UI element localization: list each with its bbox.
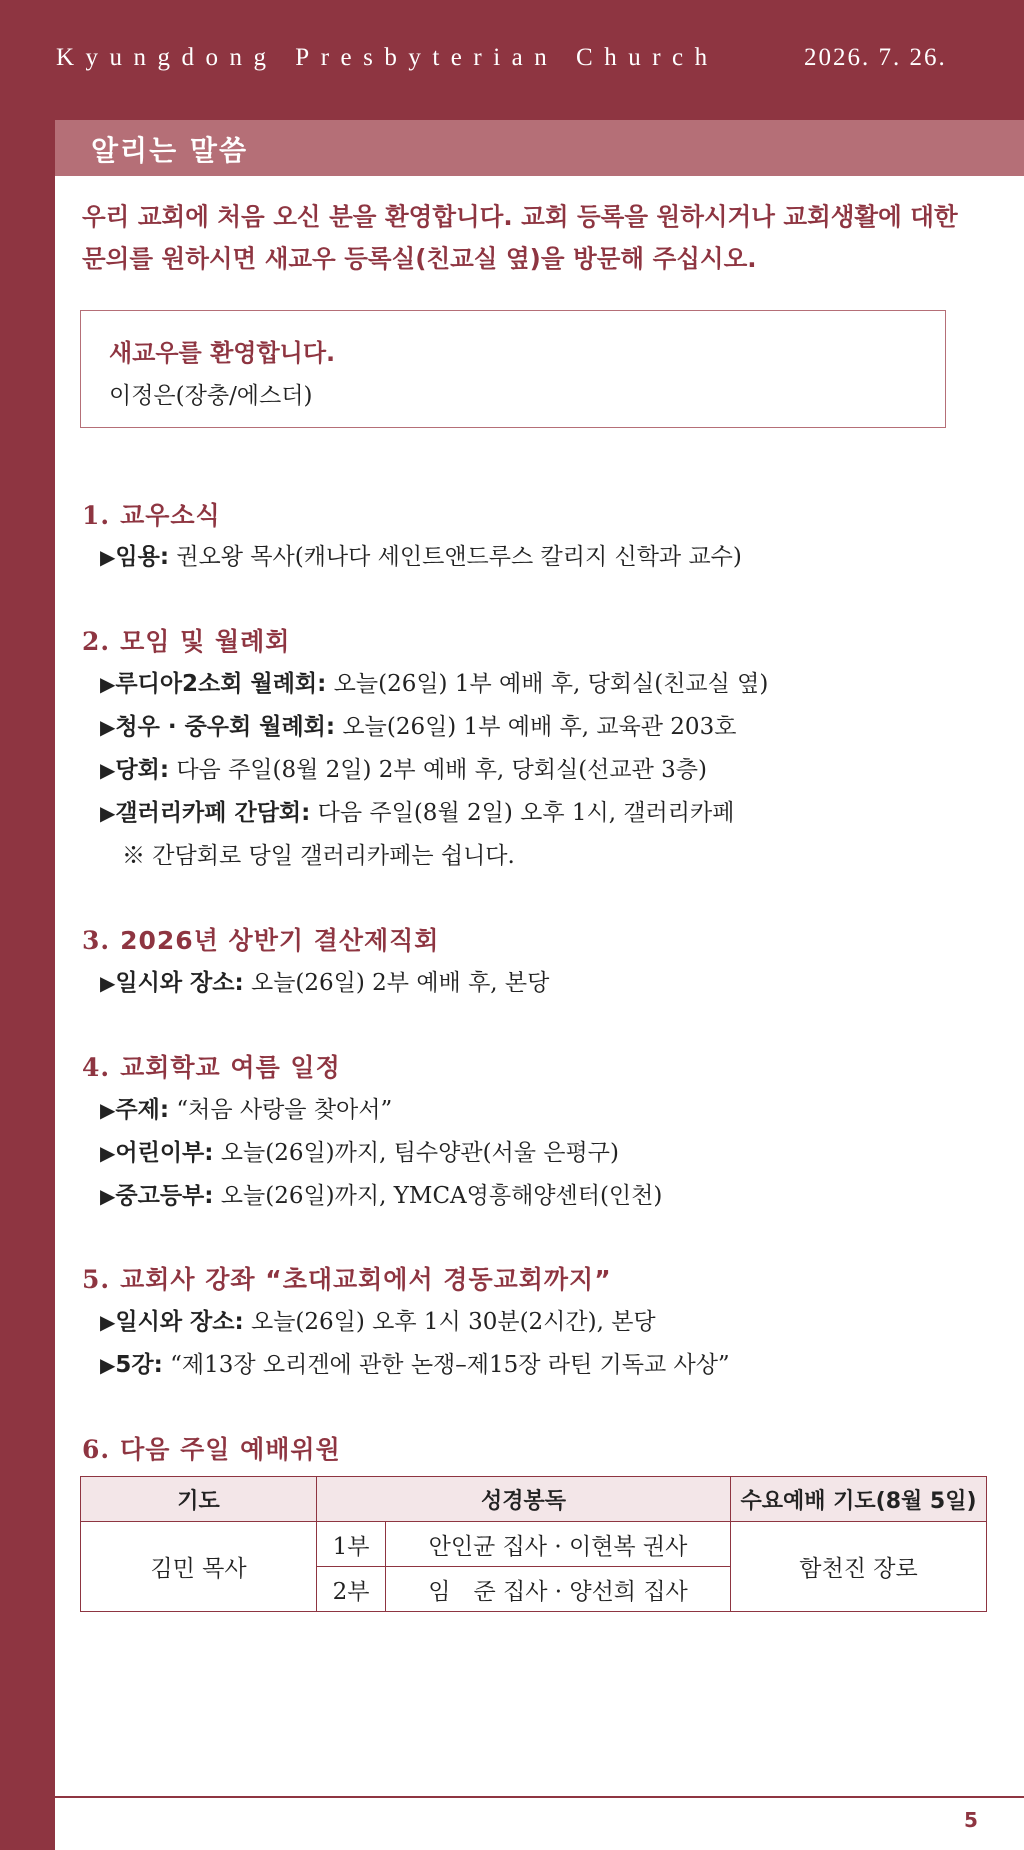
church-name: Kyungdong Presbyterian Church (56, 44, 719, 71)
prayer-cell: 김민 목사 (81, 1522, 317, 1612)
item-label: 갤러리카페 간담회: (115, 800, 311, 826)
item-text: 오늘(26일) 2부 예배 후, 본당 (243, 970, 550, 996)
section-2-heading (82, 622, 290, 658)
left-sidebar-band (0, 0, 55, 1850)
item-text: 오늘(26일) 1부 예배 후, 당회실(친교실 옆) (326, 671, 769, 697)
list-item (100, 1134, 619, 1167)
section-number: 4. (82, 1053, 111, 1082)
item-text: 권오왕 목사(캐나다 세인트앤드루스 칼리지 신학과 교수) (169, 544, 742, 570)
section-number: 2. (82, 627, 111, 656)
arrow-bullet-icon: ▶ (100, 758, 116, 782)
footer-divider (55, 1796, 1024, 1798)
intro-text (82, 196, 982, 280)
section-1-heading (82, 496, 221, 532)
section-title: 알리는 말씀 (91, 134, 248, 167)
list-item (100, 794, 734, 827)
item-text: 오늘(26일) 오후 1시 30분(2시간), 본당 (243, 1309, 656, 1335)
section-number: 1. (82, 501, 111, 530)
item-label: 임용: (115, 544, 170, 570)
section-title: 모임 및 월례회 (120, 627, 291, 656)
item-text: 다음 주일(8월 2일) 오후 1시, 갤러리카페 (310, 800, 735, 826)
section-title: 2026년 상반기 결산제직회 (120, 926, 440, 955)
intro-line-2: 문의를 원하시면 새교우 등록실(친교실 옆)을 방문해 주십시오. (82, 244, 757, 273)
header-bar (0, 0, 1024, 120)
item-label: 어린이부: (115, 1140, 214, 1166)
arrow-bullet-icon: ▶ (100, 672, 116, 696)
arrow-bullet-icon: ▶ (100, 1353, 116, 1377)
header-prayer: 기도 (81, 1477, 317, 1522)
arrow-bullet-icon: ▶ (100, 1098, 116, 1122)
wednesday-cell: 함천진 장로 (731, 1522, 987, 1612)
list-item (100, 751, 707, 784)
item-label: 일시와 장소: (115, 1309, 244, 1335)
list-item (100, 1346, 730, 1379)
readers-cell: 임 준 집사 · 양선희 집사 (386, 1567, 731, 1612)
section-title: 교회사 강좌 “초대교회에서 경동교회까지” (120, 1265, 612, 1294)
item-label: 주제: (115, 1097, 170, 1123)
arrow-bullet-icon: ▶ (100, 715, 116, 739)
worship-committee-table (80, 1476, 987, 1612)
header-wednesday: 수요예배 기도(8월 5일) (731, 1477, 987, 1522)
section-5-heading (82, 1260, 612, 1296)
item-text: “제13장 오리겐에 관한 논쟁–제15장 라틴 기독교 사상” (162, 1352, 730, 1378)
section-title: 교회학교 여름 일정 (120, 1053, 341, 1082)
item-text: “처음 사랑을 찾아서” (169, 1097, 393, 1123)
welcome-names: 이정은(장충/에스더) (109, 383, 313, 409)
arrow-bullet-icon: ▶ (100, 971, 116, 995)
item-label: 당회: (115, 757, 170, 783)
arrow-bullet-icon: ▶ (100, 1184, 116, 1208)
header-reading: 성경봉독 (317, 1477, 731, 1522)
list-item (100, 708, 736, 741)
arrow-bullet-icon: ▶ (100, 801, 116, 825)
item-label: 루디아2소회 월례회: (115, 671, 327, 697)
table-header-row (81, 1477, 987, 1522)
bulletin-date: 2026. 7. 26. (804, 44, 947, 71)
readers-cell: 안인균 집사 · 이현복 권사 (386, 1522, 731, 1567)
welcome-title: 새교우를 환영합니다. (109, 339, 336, 367)
item-text: 다음 주일(8월 2일) 2부 예배 후, 당회실(선교관 3층) (169, 757, 707, 783)
list-item (100, 1303, 656, 1336)
page-number: 5 (964, 1808, 978, 1832)
arrow-bullet-icon: ▶ (100, 1141, 116, 1165)
section-title-bar (55, 120, 1024, 176)
section-number: 6. (82, 1435, 111, 1464)
item-label: 일시와 장소: (115, 970, 244, 996)
item-label: 청우 · 중우회 월례회: (115, 714, 336, 740)
section-3-heading (82, 921, 439, 957)
section-title: 교우소식 (120, 501, 221, 530)
item-text: 오늘(26일)까지, 팀수양관(서울 은평구) (213, 1140, 619, 1166)
note-text: ※ 간담회로 당일 갤러리카페는 쉽니다. (122, 843, 515, 869)
section-6-heading (82, 1430, 341, 1466)
list-item (100, 964, 549, 997)
list-item (100, 538, 742, 571)
service-cell: 2부 (317, 1567, 386, 1612)
table-row (81, 1522, 987, 1567)
item-label: 중고등부: (115, 1183, 214, 1209)
list-item (100, 665, 768, 698)
arrow-bullet-icon: ▶ (100, 545, 116, 569)
list-item (100, 1091, 392, 1124)
section-title: 다음 주일 예배위원 (120, 1435, 341, 1464)
welcome-box (80, 310, 946, 428)
section-number: 5. (82, 1265, 111, 1294)
intro-line-1: 우리 교회에 처음 오신 분을 환영합니다. 교회 등록을 원하시거나 교회생활에 대한 (82, 202, 958, 231)
list-item (100, 1177, 662, 1210)
section-4-heading (82, 1048, 341, 1084)
arrow-bullet-icon: ▶ (100, 1310, 116, 1334)
item-text: 오늘(26일)까지, YMCA영흥해양센터(인천) (213, 1183, 663, 1209)
item-text: 오늘(26일) 1부 예배 후, 교육관 203호 (335, 714, 737, 740)
section-number: 3. (82, 926, 111, 955)
item-label: 5강: (115, 1352, 163, 1378)
service-cell: 1부 (317, 1522, 386, 1567)
